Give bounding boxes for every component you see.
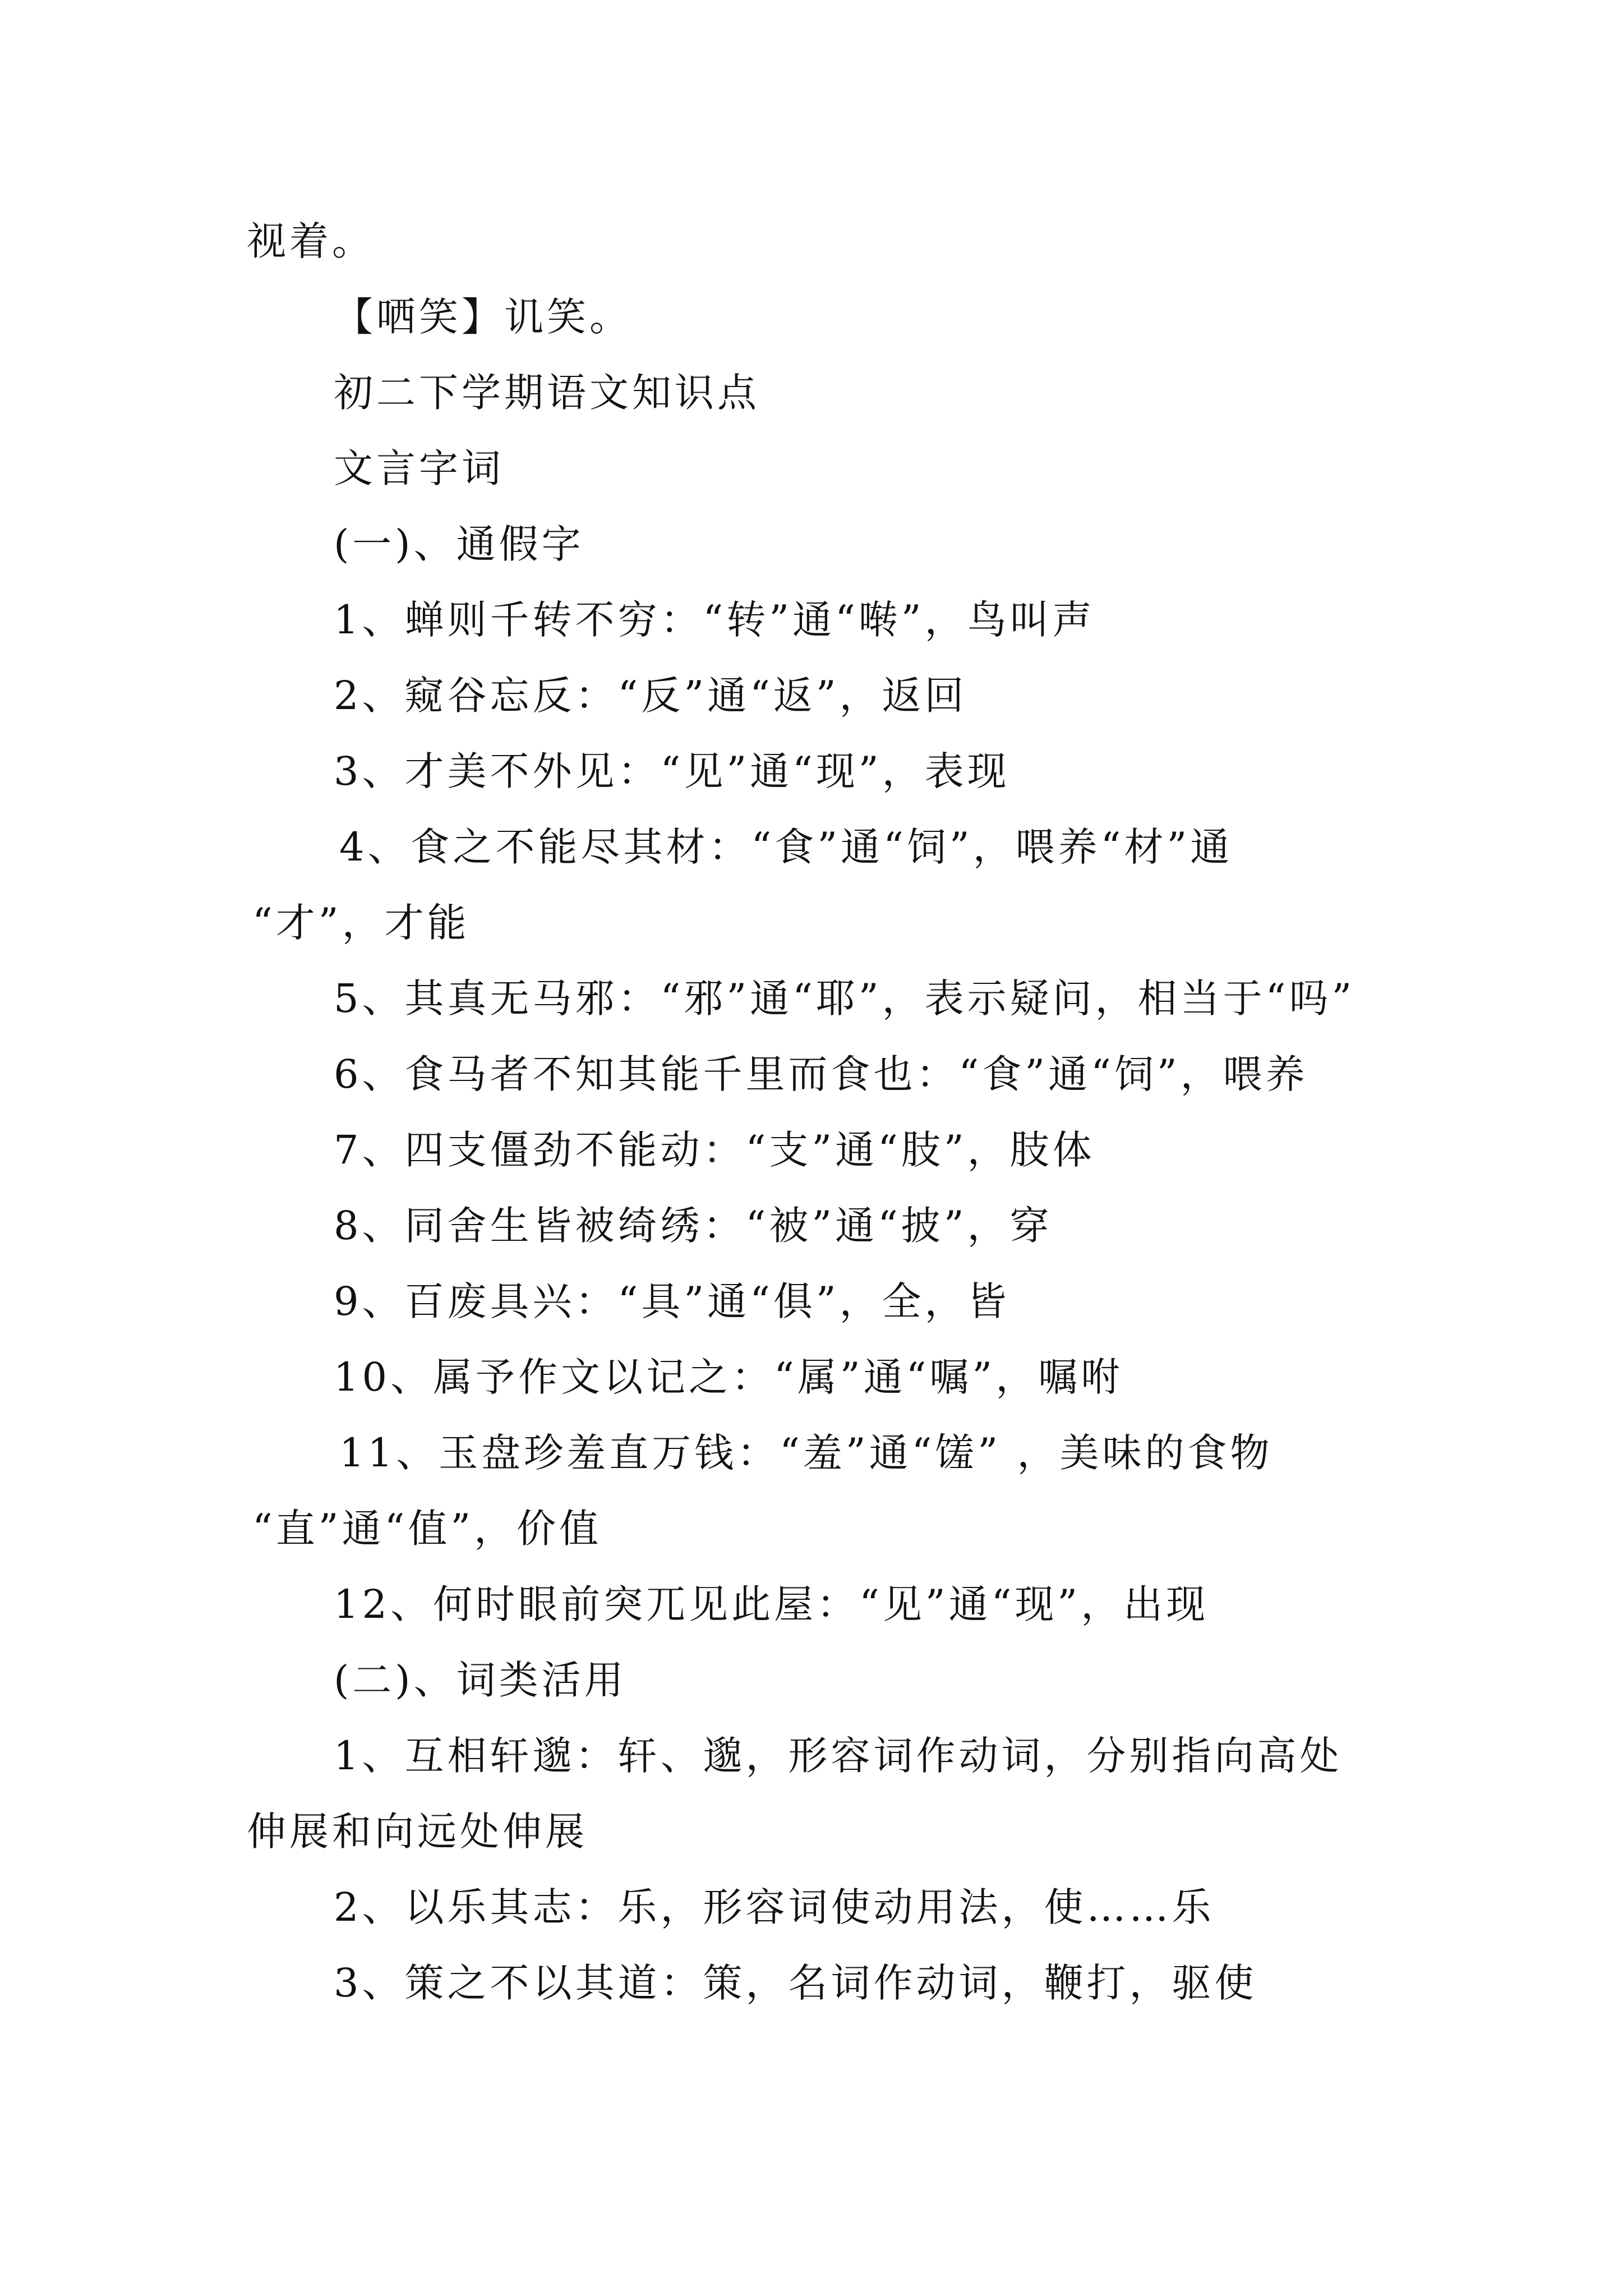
text-line: 2、以乐其志：乐，形容词使动用法，使……乐 [334, 1884, 1215, 1930]
text-line: 文言字词 [334, 445, 504, 491]
text-line: 8、同舍生皆被绮绣：“被”通“披”，穿 [334, 1203, 1053, 1249]
text-line: 12、何时眼前突兀见此屋：“见”通“现”，出现 [334, 1581, 1209, 1627]
text-line: 视着。 [247, 218, 375, 264]
text-line: 4、食之不能尽其材：“食”通“饲”，喂养“材”通 [339, 824, 1233, 870]
text-line: 2、窥谷忘反：“反”通“返”，返回 [334, 673, 967, 719]
text-line: “才”，才能 [252, 900, 470, 946]
text-line: 【哂笑】讥笑。 [334, 294, 632, 340]
text-line: 9、百废具兴：“具”通“俱”，全，皆 [334, 1278, 1010, 1324]
text-line: 初二下学期语文知识点 [334, 370, 760, 416]
text-line: 5、其真无马邪：“邪”通“耶”，表示疑问，相当于“吗” [334, 976, 1355, 1022]
text-line: 10、属予作文以记之：“属”通“嘱”，嘱咐 [334, 1354, 1124, 1400]
text-line: 1、蝉则千转不穷：“转”通“啭”，鸟叫声 [334, 597, 1095, 643]
text-line: 伸展和向远处伸展 [247, 1809, 588, 1855]
text-line: (二)、词类活用 [334, 1657, 627, 1703]
text-line: “直”通“值”，价值 [252, 1506, 602, 1552]
text-line: (一)、通假字 [334, 521, 584, 567]
text-line: 3、策之不以其道：策，名词作动词，鞭打，驱使 [334, 1960, 1257, 2006]
text-line: 7、四支僵劲不能动：“支”通“肢”，肢体 [334, 1127, 1095, 1173]
text-line: 6、食马者不知其能千里而食也：“食”通“饲”，喂养 [334, 1051, 1308, 1097]
text-line: 1、互相轩邈：轩、邈，形容词作动词，分别指向高处 [334, 1733, 1343, 1779]
text-line: 11、玉盘珍羞直万钱：“羞”通“馐” ，美味的食物 [339, 1430, 1273, 1476]
text-line: 3、才美不外见：“见”通“现”，表现 [334, 748, 1010, 794]
